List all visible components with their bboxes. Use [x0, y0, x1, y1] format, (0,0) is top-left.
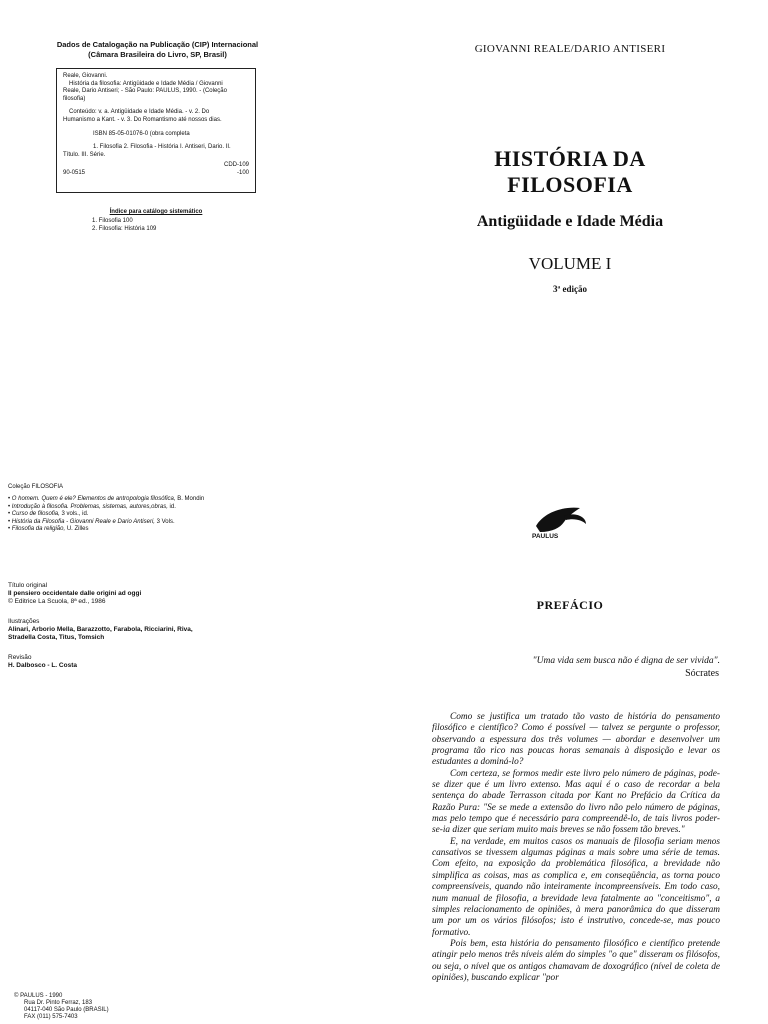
collection-item: • Curso de filosofia, 3 vols., id.	[8, 511, 89, 517]
cip-line: História da filosofia: Antigüidade e Idade Média / Giovanni	[69, 80, 223, 87]
footer-line: 04117-040 São Paulo (BRASIL)	[24, 1007, 109, 1013]
book-subtitle: Antigüidade e Idade Média	[476, 213, 664, 230]
illustrations-label: Ilustrações	[8, 618, 40, 625]
cip-line: Título. III. Série.	[63, 151, 106, 158]
cip-line: ISBN 85-05-01076-0 (obra completa	[93, 130, 190, 137]
cip-header-line2: (Câmara Brasileira do Livro, SP, Brasil)	[88, 49, 227, 59]
preface-epigraph: "Uma vida sem busca não é digna de ser vivida".	[532, 656, 720, 666]
original-title: Il pensiero occidentale dalle origini ad oggi	[8, 590, 142, 597]
book-title-line1: HISTÓRIA DA	[494, 146, 646, 171]
cip-cdd2: -100	[236, 169, 249, 176]
collection-title: Coleção FILOSOFIA	[8, 484, 64, 490]
revision-label: Revisão	[8, 654, 32, 661]
collection-item: • Filosofia da religião, U. Zilles	[8, 526, 89, 532]
preface-paragraph: Como se justifica um tratado tão vasto de história do pensamento filosófico e científico? Como é possível — talvez se pergunte o professor, observando a espessura dos três volumes — abordar e desenvolver um programa tão rico nas poucas horas semanais à disposição e levar os estudantes a dominá-lo?	[432, 712, 720, 768]
revision-names: H. Dalbosco - L. Costa	[8, 662, 77, 669]
cip-line: Reale, Giovanni.	[63, 73, 108, 79]
cip-header-line1: Dados de Catalogação na Publicação (CIP) Internacional	[56, 40, 259, 49]
original-label: Título original	[8, 582, 48, 589]
book-title	[420, 146, 720, 198]
cip-line: Humanismo a Kant. - v. 3. Do Romantismo até nossos dias.	[63, 116, 222, 123]
preface-epigraph-author: Sócrates	[685, 668, 719, 679]
illustrations-line: Alinari, Arborio Mella, Barazzotto, Farabola, Ricciarini, Riva,	[8, 626, 193, 633]
original-copyright: © Editrice La Scuola, 8ª ed., 1986	[8, 598, 106, 605]
cip-header	[50, 40, 265, 59]
cip-cdd: CDD-109	[223, 162, 249, 169]
preface-paragraph: Com certeza, se formos medir este livro pelo número de páginas, pode-se dizer que é um livro extenso. Mas aqui é o caso de recordar a bela sentença do abade Terrasson citada por Kant no Prefácio da Crítica da Razão Pura: "Se se mede a extensão do livro não pelo número de páginas, mas pelo tempo que é necessário para compreendê-lo, de tais livros poder-se-ia dizer que seriam muito mais breves se não fossem tão breves."	[432, 768, 720, 836]
preface-body	[432, 712, 720, 984]
illustrations-line: Stradella Costa, Titus, Tomsich	[8, 634, 105, 641]
collection-item: • O homem. Quem é ele? Elementos de antropologia filosófica, B. Mondin	[8, 496, 205, 502]
cip-code: 90-0515	[63, 169, 86, 176]
cip-catalog-box	[56, 68, 256, 193]
book-volume: VOLUME I	[528, 254, 612, 273]
collection-list	[8, 496, 204, 534]
revision-block	[8, 654, 77, 670]
index-item: 2. Filosofia: História 109	[92, 225, 157, 232]
cip-line: Reale, Dario Antiseri; - São Paulo: PAULUS, 1990. - (Coleção	[63, 88, 227, 95]
book-authors: GIOVANNI REALE/DARIO ANTISERI	[474, 43, 666, 55]
publisher-footer	[14, 993, 109, 1021]
collection-item: • Introdução à filosofia. Problemas, sistemas, autores,obras, id.	[8, 503, 176, 510]
footer-line: © PAULUS - 1990	[14, 993, 63, 999]
collection-item: • História da Filosofia - Giovanni Reale e Dario Antiseri, 3 Vols.	[8, 518, 175, 525]
illustrations-block	[8, 618, 193, 642]
cip-line: Conteúdo: v. a. Antigüidade e Idade Média. - v. 2. Do	[69, 109, 210, 116]
index-title: Índice para catálogo sistemático	[109, 209, 203, 215]
preface-paragraph: E, na verdade, em muitos casos os manuais de filosofia seriam menos cansativos se tivessem algumas páginas a mais sobre uma série de temas. Com efeito, na exposição da problemática filosófica, a brevidade não simplifica as coisas, mas as complica e, em conseqüência, as torna pouco compreensíveis, quando não inteiramente incompreensíveis. Em todo caso, num manual de filosofia, a brevidade leva fatalmente ao "conceitismo", a simples relacionamento de opiniões, à mera panorâmica do que disseram um por um os vários filósofos; isto é instrutivo, concede-se, mas pouco formativo.	[432, 836, 720, 938]
preface-heading: PREFÁCIO	[536, 598, 604, 612]
index-item: 1. Filosofia 100	[92, 218, 133, 224]
paulus-logo-text: PAULUS	[532, 533, 559, 540]
original-title-block	[8, 582, 141, 606]
footer-line: Rua Dr. Pinto Ferraz, 183	[24, 1000, 93, 1006]
book-edition: 3ª edição	[553, 284, 587, 294]
cip-line: 1. Filosofia 2. Filosofia - História I. Antiseri, Dario. II.	[93, 144, 231, 151]
index-list	[92, 218, 156, 233]
preface-paragraph: Pois bem, esta história do pensamento filosófico e científico pretende atingir pelo menos três níveis além do simples "o que" disseram os filósofos, ou seja, o nível que os antigos chamavam de doxográfico (nível de coleta de opiniões), buscando explicar "por	[432, 938, 720, 983]
footer-line: FAX (011) 575-7403	[24, 1014, 78, 1020]
book-title-line2: FILOSOFIA	[507, 172, 633, 197]
cip-line: filosofia)	[63, 95, 86, 102]
